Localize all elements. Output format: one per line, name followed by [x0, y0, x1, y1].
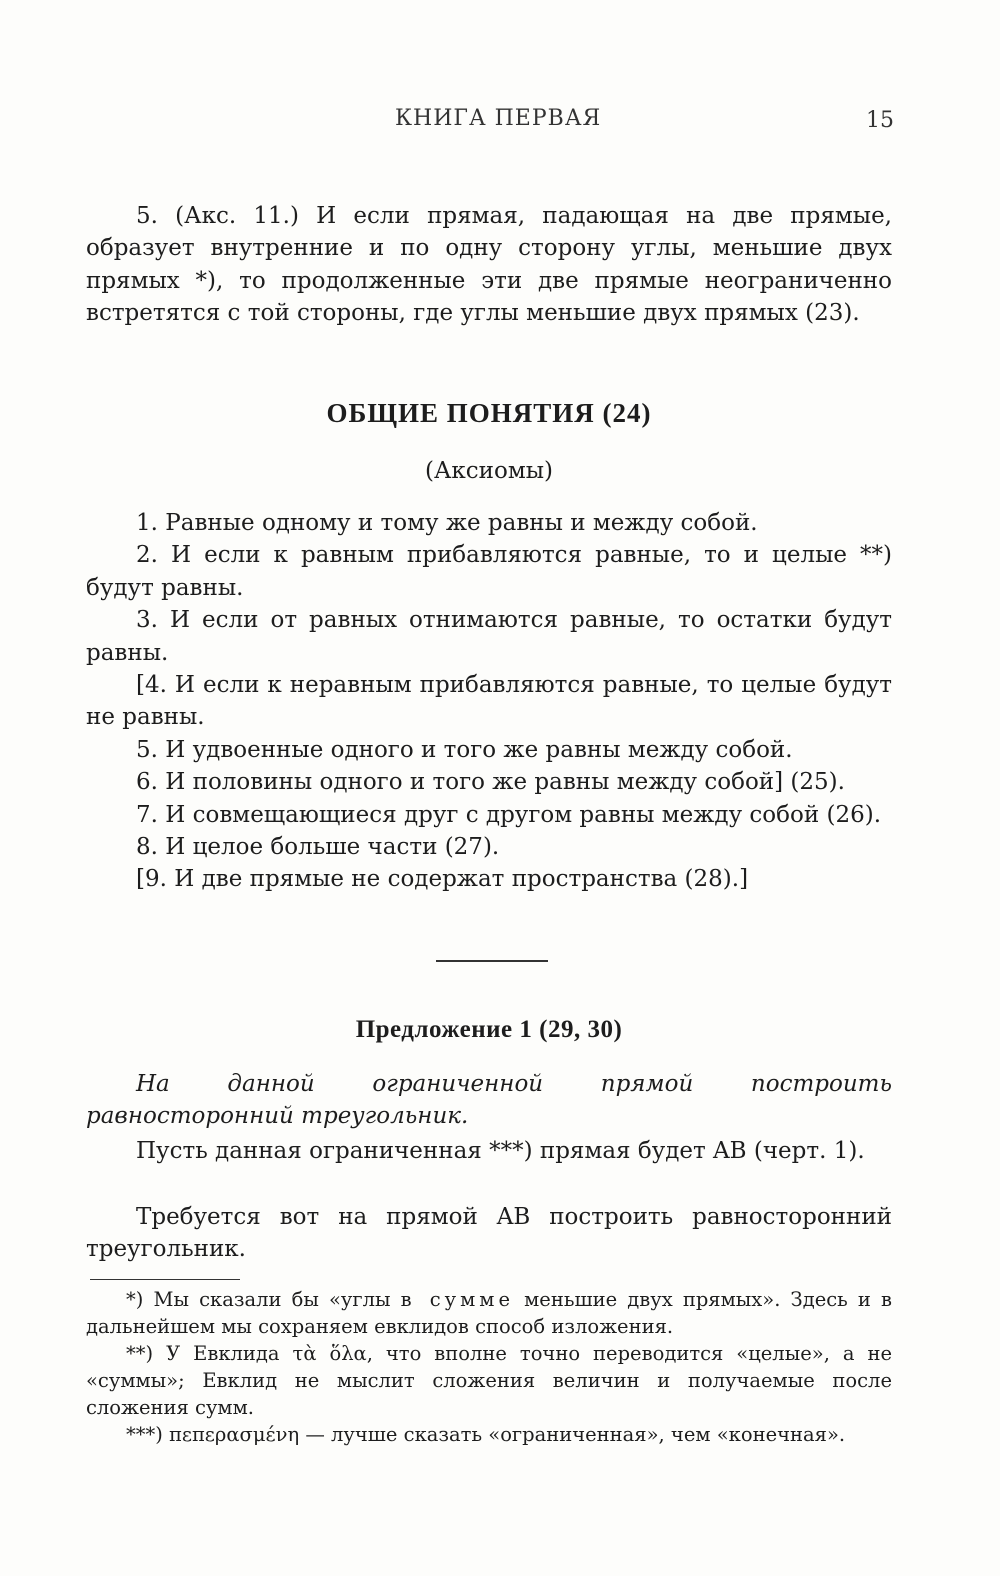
notion-item-1: 1. Равные одному и тому же равны и между собой. [136, 510, 758, 536]
notion-item-7: 7. И совмещающиеся друг с другом равны между собой (26). [136, 801, 882, 828]
proposition-heading: Предложение 1 (29, 30) [355, 1016, 623, 1043]
section-divider [436, 960, 548, 962]
footnote-1-start: *) Мы сказали бы «углы [126, 1288, 401, 1311]
footnote-1 [86, 1286, 892, 1340]
proposition-statement: На данной ограниченной прямой построить равносторонний треугольник. [86, 1071, 892, 1130]
running-head [0, 106, 1000, 140]
notion-item-3: 3. И если от равных отнимаются равные, то остатки будут равны. [86, 607, 892, 666]
notion-item-5: 5. И удвоенные одного и того же равны между собой. [136, 736, 793, 763]
common-notions-list [86, 507, 892, 896]
footnote-1-emphasis: в сумме [400, 1288, 515, 1311]
notion-item-6: 6. И половины одного и того же равны между собой] (25). [136, 769, 845, 796]
footnote-1-end: меньшие двух прямых». Здесь и в дальнейшем мы сохраняем евклидов способ изложения. [86, 1288, 892, 1338]
notion-item-4: [4. И если к неравным прибавляются равные, то целые будут не равны. [86, 672, 892, 731]
notion-item-9: [9. И две прямые не содержат пространства (28).] [136, 866, 749, 893]
axioms-subheading: (Аксиомы) [425, 458, 553, 484]
footnote-3: ***) πεπερασμένη — лучше сказать «ограниченная», чем «конечная». [126, 1423, 846, 1446]
notion-item-2: 2. И если к равным прибавляются равные, то и целые **) будут равны. [86, 542, 892, 601]
page-number: 15 [866, 108, 894, 133]
footnote-rule [90, 1279, 240, 1280]
common-notions-heading: ОБЩИЕ ПОНЯТИЯ (24) [326, 398, 652, 428]
postulate-5: 5. (Акс. 11.) И если прямая, падающая на две прямые, образует внутренние и по одну сторону углы, меньшие двух прямых *), то продолженные эти две прямые неограниченно встретятся с той стороны, где углы меньшие двух прямых (23). [86, 203, 892, 327]
footnote-2: **) У Евклида τὰ ὅλα, что вполне точно переводится «целые», а не «суммы»; Евклид не мыслит сложения величин и получаемые после сложения сумм. [86, 1342, 892, 1419]
proposition-paragraph-2: Требуется вот на прямой AB построить равносторонний треугольник. [86, 1204, 892, 1263]
footnotes [86, 1286, 892, 1448]
notion-item-8: 8. И целое больше части (27). [136, 834, 500, 861]
running-title: КНИГА ПЕРВАЯ [395, 106, 602, 131]
proposition-paragraph-1: Пусть данная ограниченная ***) прямая будет AB (черт. 1). [136, 1138, 865, 1164]
